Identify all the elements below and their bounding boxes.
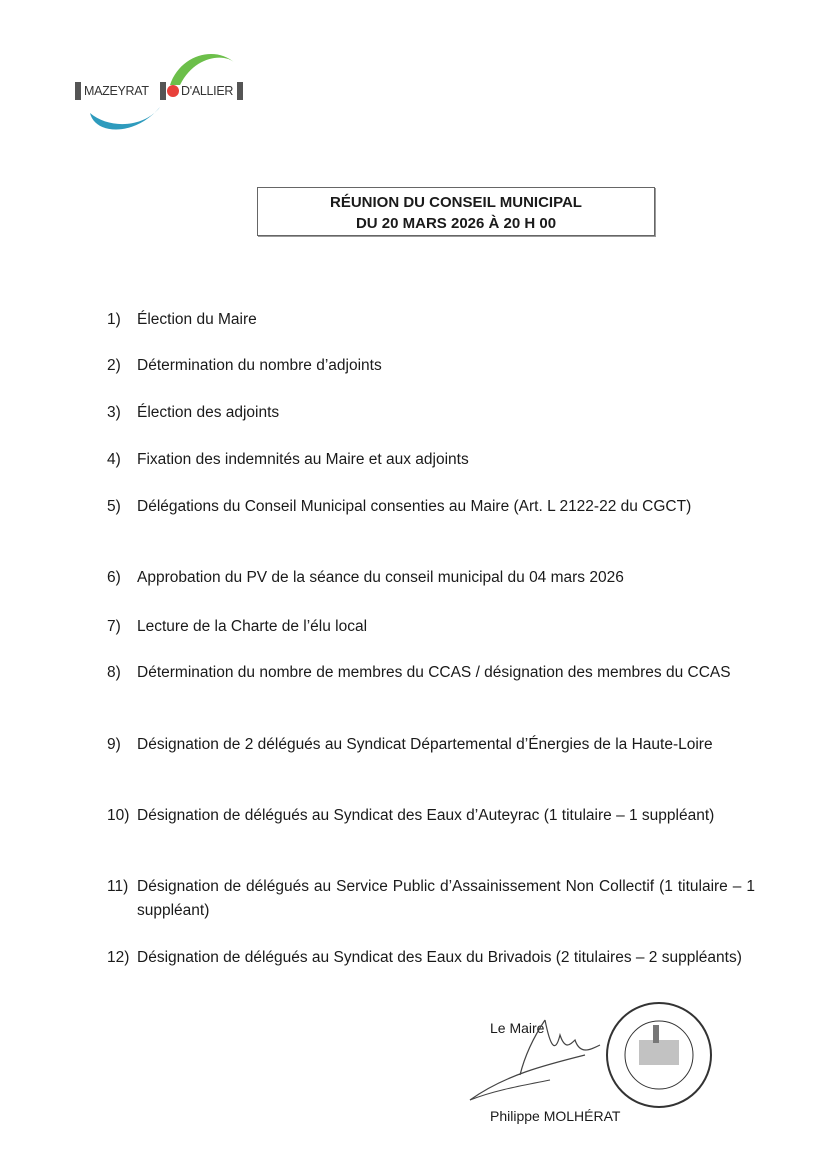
agenda-item-text: Délégations du Conseil Municipal consenties au Maire (Art. L 2122-22 du CGCT): [137, 498, 692, 515]
handwritten-signature: [465, 1015, 605, 1110]
title-line-1: RÉUNION DU CONSEIL MUNICIPAL: [330, 194, 582, 211]
agenda-item-text: Lecture de la Charte de l’élu local: [137, 618, 368, 635]
signature-name: Philippe MOLHÉRAT: [490, 1108, 621, 1124]
municipality-logo: [75, 45, 250, 140]
agenda-item-number: 5): [107, 498, 121, 515]
title-line-2: DU 20 MARS 2026 À 20 H 00: [355, 215, 557, 232]
agenda-item-text: Désignation de 2 délégués au Syndicat Départemental d’Énergies de la Haute-Loire: [137, 736, 713, 753]
agenda-item: [107, 946, 755, 970]
agenda-item-text: Désignation de délégués au Service Public d’Assainissement Non Collectif (1 titulaire – 1 suppléant): [137, 878, 755, 919]
agenda-item-number: 3): [107, 404, 121, 421]
agenda-item-number: 9): [107, 736, 121, 753]
agenda-item-number: 12): [107, 949, 130, 966]
agenda-item-number: 2): [107, 357, 121, 374]
signature-role: Le Maire: [490, 1020, 545, 1036]
agenda-item-number: 10): [107, 807, 130, 824]
agenda-item-text: Désignation de délégués au Syndicat des Eaux d’Auteyrac (1 titulaire – 1 suppléant): [137, 807, 715, 824]
agenda-item: [107, 804, 755, 828]
logo-text-right: D'ALLIER: [181, 84, 234, 98]
agenda-item-text: Élection des adjoints: [137, 404, 280, 421]
agenda-item: [107, 495, 755, 519]
agenda-item-text: Approbation du PV de la séance du conseil municipal du 04 mars 2026: [137, 569, 624, 586]
agenda-item-text: Désignation de délégués au Syndicat des Eaux du Brivadois (2 titulaires – 2 suppléants): [137, 949, 742, 966]
meeting-title: [257, 187, 655, 236]
agenda-item-number: 4): [107, 451, 121, 468]
logo-text-left: MAZEYRAT: [84, 84, 149, 98]
agenda-item-number: 11): [107, 878, 129, 895]
agenda-item: [107, 308, 755, 332]
agenda-item-text: Détermination du nombre de membres du CCAS / désignation des membres du CCAS: [137, 664, 731, 681]
agenda-item-number: 8): [107, 664, 121, 681]
agenda-item: [107, 733, 755, 757]
agenda-item-text: Détermination du nombre d’adjoints: [137, 357, 382, 374]
agenda-item-number: 6): [107, 569, 121, 586]
official-stamp: [603, 1000, 715, 1110]
agenda-item: [107, 661, 755, 685]
agenda-item: [107, 566, 755, 590]
agenda-item: [107, 448, 755, 472]
agenda-item-text: Fixation des indemnités au Maire et aux adjoints: [137, 451, 469, 468]
agenda-item-text: Élection du Maire: [137, 311, 257, 328]
agenda-item-number: 7): [107, 618, 121, 635]
agenda-item: [107, 354, 755, 378]
agenda-item: [107, 401, 755, 425]
agenda-item-number: 1): [107, 311, 121, 328]
agenda-item: [107, 875, 755, 923]
agenda-item: [107, 615, 755, 639]
